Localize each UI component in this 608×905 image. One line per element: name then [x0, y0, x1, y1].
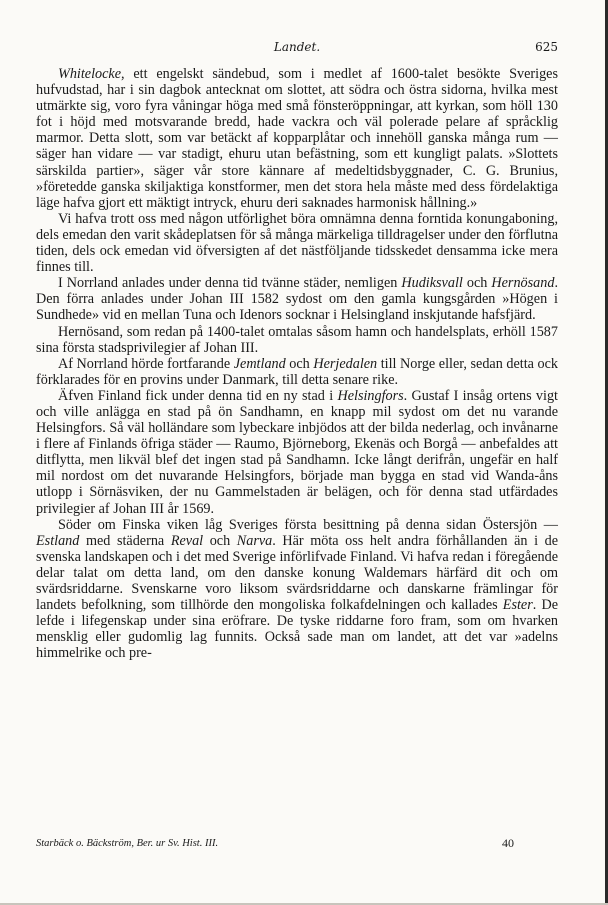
paragraph — [36, 324, 558, 356]
text-run: Af Norrland hörde fortfarande — [58, 355, 234, 372]
italic-term: Whitelocke — [58, 66, 122, 82]
italic-term: Helsingfors — [337, 387, 404, 404]
italic-term: Hernösand — [491, 275, 555, 292]
italic-term: Estland — [36, 532, 80, 549]
text-run: Söder om Finska viken låg Sveriges första besittning på denna sidan Östersjön — — [58, 516, 558, 533]
running-head — [36, 40, 558, 58]
italic-term: Ester — [502, 597, 533, 614]
text-run: med städerna — [79, 532, 171, 549]
text-run: Äfven Finland fick under denna tid en ny stad i — [58, 387, 338, 404]
italic-term: Reval — [170, 532, 204, 549]
text-run: . Den förra anlades under Johan III 1582 sydost om den gamla kungsgården »Högen i Sundhede» vid en mellan Tuna och Idenors socknar i Helsingland inskjutande hafsfjärd. — [36, 275, 558, 324]
text-run: , ett engelskt sändebud, som i medlet af 1600-talet besökte Sveriges hufvudstad, har i sin dagbok antecknat om slottet, att södra och östra sidorna, hvilka mest utmärkte sig, voro fyra våningar höga med små fönsteröppningar, att kyrkan, som höll 130 fot i höjd med motsvarande bredd, hade vackra och väl polerade pelare af språcklig marmor. Detta slott, som var betäckt af kopparplåtar och innehöll ganska många rum — säger han vidare — var stadigt, ehuru utan befästning, som ett kungligt palats. »Slottets särskilda partier», säger vår store kännare af medeltidsbyggnader, C. G. Brunius, »företedde ganska skiljaktiga konstformer, men det stora hela måste med dess fördelaktiga läge hafva gjort ett mäktigt intryck, ehuru deri saknades harmonisk hållning.» — [36, 66, 558, 211]
text-run: . Här möta oss helt andra förhållanden än i de svenska landskapen och i det med Sverige införlifvade Finland. Vi hafva redan i föregående delar talat om detta land, om den danske konung Waldemars härfärd dit och om svärdsriddarne. Svenskarne voro liksom svärdsriddarne och danskarne främlingar för landets befolkning, som tillhörde den mongoliska folkafdelningen och kallades — [36, 532, 558, 614]
text-run: till Norge eller, sedan detta ock förklarades för en provins under Danmark, till detta senare rike. — [36, 355, 558, 388]
paragraph — [36, 517, 558, 662]
italic-term: Narva — [236, 532, 273, 549]
text-run: . Gustaf I insåg ortens vigt och ville anlägga en stad på ön Sandhamn, en knapp mil sydost om det nu varande Helsingfors. Så väl holländare som lybeckare inbjödos att der bilda nederlag, och invånarne i flere af Finlands öfriga städer — Raumo, Björneborg, Ekenäs och Borgå — anbefaldes att ditflytta, men likväl blef det ingen stad på Sandhamn. Icke långt derifrån, ungefär en half mil nordost om det nuvarande Helsingfors, började man bygga en stad vid Wanda-åns utlopp i Sörnäsviken, der nu Gammelstaden är belägen, och för denna stad utfärdades privilegier af Johan III år 1569. — [36, 387, 558, 517]
italic-term: Jemtland — [233, 355, 286, 372]
italic-term: Hudiksvall — [401, 275, 463, 292]
text-run: I Norrland anlades under denna tid tvänne städer, nemligen — [58, 275, 402, 292]
text-run: och — [203, 532, 237, 549]
paragraph — [36, 66, 558, 211]
text-run: . De lefde i lifegenskap under sina eröfrare. De tyske riddarne foro fram, som om hvarken mensklig eller gudomlig lag funnits. Också sade man om landet, att det var »adelns himmelrike och pre- — [36, 597, 558, 662]
footer — [36, 838, 558, 854]
signature-mark: 40 — [502, 836, 514, 850]
text-run: och — [462, 275, 492, 292]
paragraph — [36, 388, 558, 517]
text-run: Vi hafva trott oss med någon utförlighet böra omnämna denna forntida konungaboning, dels emedan den varit skådeplatsen för så många märkeliga tilldragelser under den förflutna tiden, dels ock emedan vid öfversigten af det nästföljande tidsskedet densamma icke mera finnes till. — [36, 210, 558, 276]
text-run: och — [285, 355, 314, 372]
paragraph — [36, 211, 558, 275]
italic-term: Herjedalen — [313, 355, 378, 372]
paragraph — [36, 275, 558, 323]
page-number: 625 — [535, 40, 558, 54]
paragraph — [36, 356, 558, 388]
body-text — [36, 66, 558, 661]
running-title: Landet. — [273, 40, 321, 54]
text-run: Hernösand, som redan på 1400-talet omtalas såsom hamn och handelsplats, erhöll 1587 sina första stadsprivilegier af Johan III. — [36, 323, 558, 356]
footer-attribution: Starbäck o. Bäckström, Ber. ur Sv. Hist. III. — [36, 838, 219, 849]
